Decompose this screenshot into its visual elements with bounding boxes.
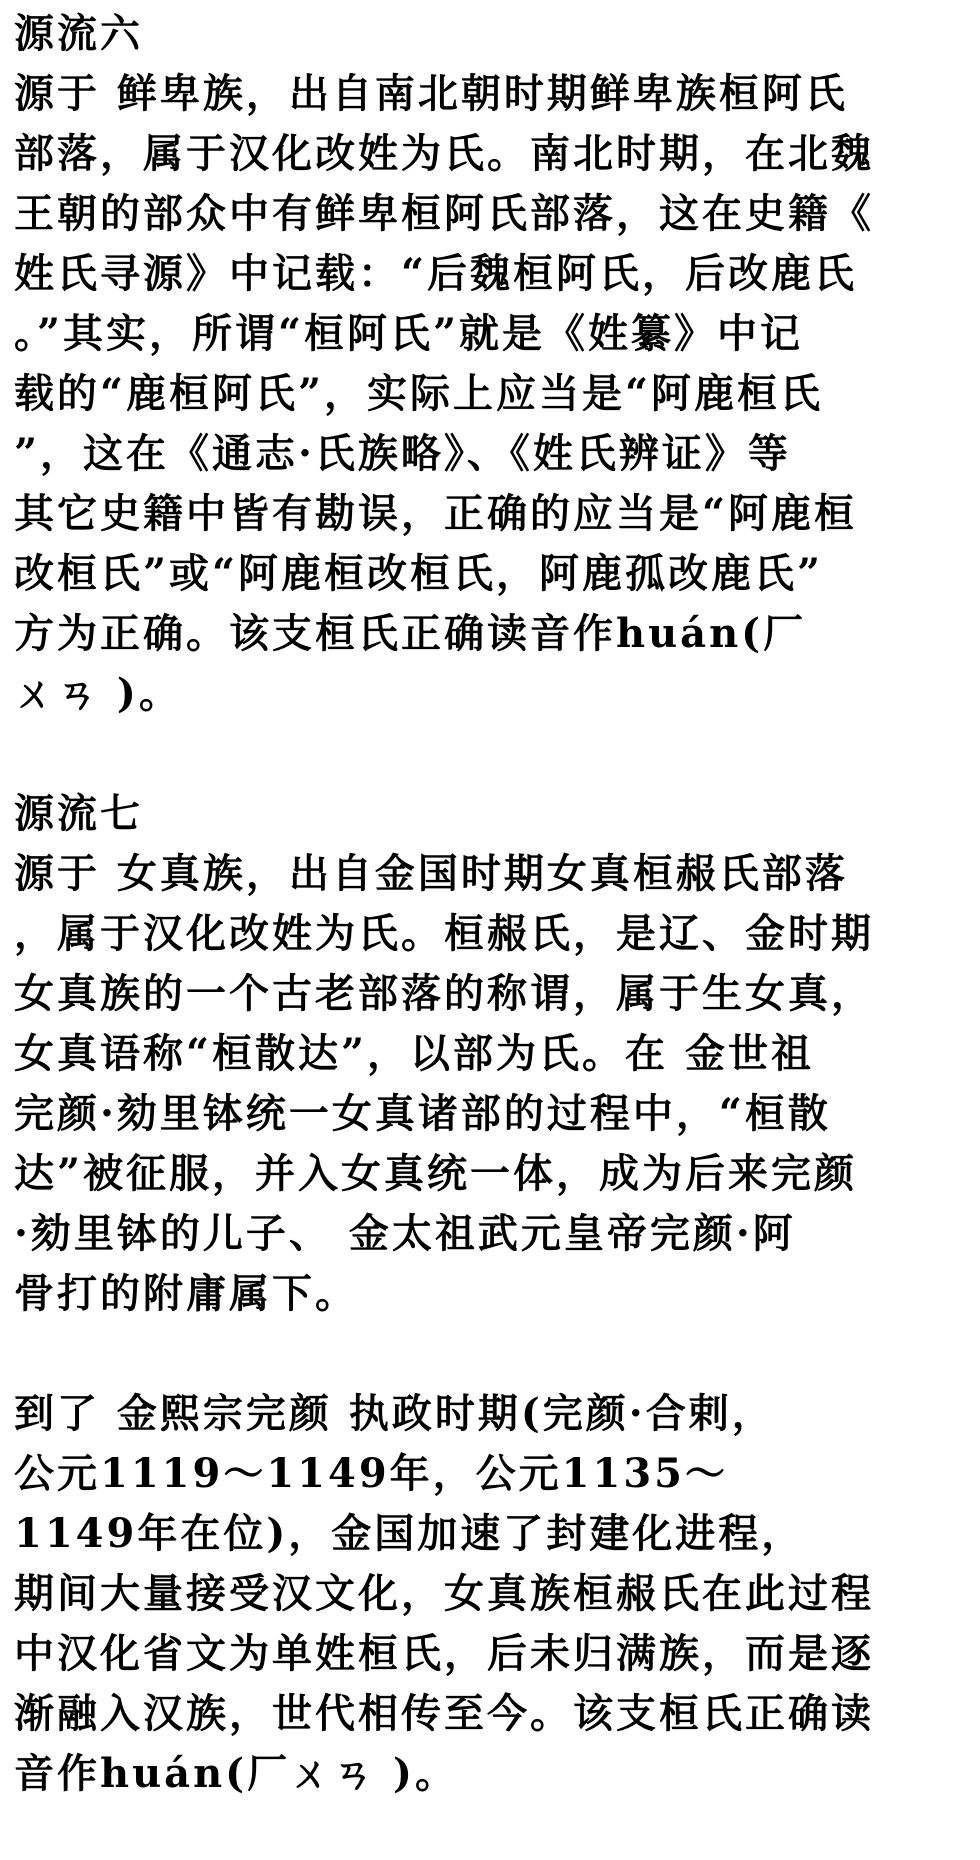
text-line: 女真族的一个古老部落的称谓，属于生女真，	[14, 970, 874, 1017]
text-line: 1149年在位)，金国加速了封建化进程，	[14, 1510, 805, 1557]
text-line: 其它史籍中皆有勘误，正确的应当是“阿鹿桓	[14, 490, 858, 537]
text-line: ，属于汉化改姓为氏。桓赧氏，是辽、金时期	[14, 910, 874, 957]
text-line: 女真语称“桓散达”，以部为氏。在 金世祖	[14, 1030, 814, 1077]
text-line: ㄨㄢ )。	[14, 670, 182, 717]
text-line: 。”其实，所谓“桓阿氏”就是《姓纂》中记	[14, 310, 804, 357]
text-line: 完颜·劾里钵统一女真诸部的过程中，“桓散	[14, 1090, 831, 1137]
text-line: 达”被征服，并入女真统一体，成为后来完颜	[14, 1150, 858, 1197]
text-line: ”，这在《通志·氏族略》、《姓氏辨证》等	[14, 430, 791, 477]
text-line: 源于 鲜卑族，出自南北朝时期鲜卑族桓阿氏	[14, 70, 848, 117]
text-line: 中汉化省文为单姓桓氏，后未归满族，而是逐	[14, 1630, 874, 1677]
text-line: 期间大量接受汉文化，女真族桓赧氏在此过程	[14, 1570, 874, 1617]
text-line: 姓氏寻源》中记载：“后魏桓阿氏，后改鹿氏	[14, 250, 858, 297]
text-line: 源流七	[14, 790, 143, 837]
text-line: 到了 金熙宗完颜 执政时期(完颜·合剌，	[14, 1390, 775, 1437]
text-line: 渐融入汉族，世代相传至今。该支桓氏正确读	[14, 1690, 874, 1737]
text-line: 王朝的部众中有鲜卑桓阿氏部落，这在史籍《	[14, 190, 874, 237]
text-line: 公元1119～1149年，公元1135～	[14, 1450, 728, 1497]
text-line: 源流六	[14, 10, 143, 57]
text-line: 方为正确。该支桓氏正确读音作huán(厂	[14, 610, 807, 657]
text-line: ·劾里钵的儿子、 金太祖武元皇帝完颜·阿	[14, 1210, 796, 1257]
text-line: 部落，属于汉化改姓为氏。南北时期，在北魏	[14, 130, 874, 177]
text-line: 源于 女真族，出自金国时期女真桓赧氏部落	[14, 850, 848, 897]
text-line: 改桓氏”或“阿鹿桓改桓氏，阿鹿孤改鹿氏”	[14, 550, 824, 597]
text-line: 音作huán(厂ㄨㄢ )。	[14, 1750, 458, 1797]
text-line: 骨打的附庸属下。	[14, 1270, 358, 1317]
text-line: 载的“鹿桓阿氏”，实际上应当是“阿鹿桓氏	[14, 370, 824, 417]
